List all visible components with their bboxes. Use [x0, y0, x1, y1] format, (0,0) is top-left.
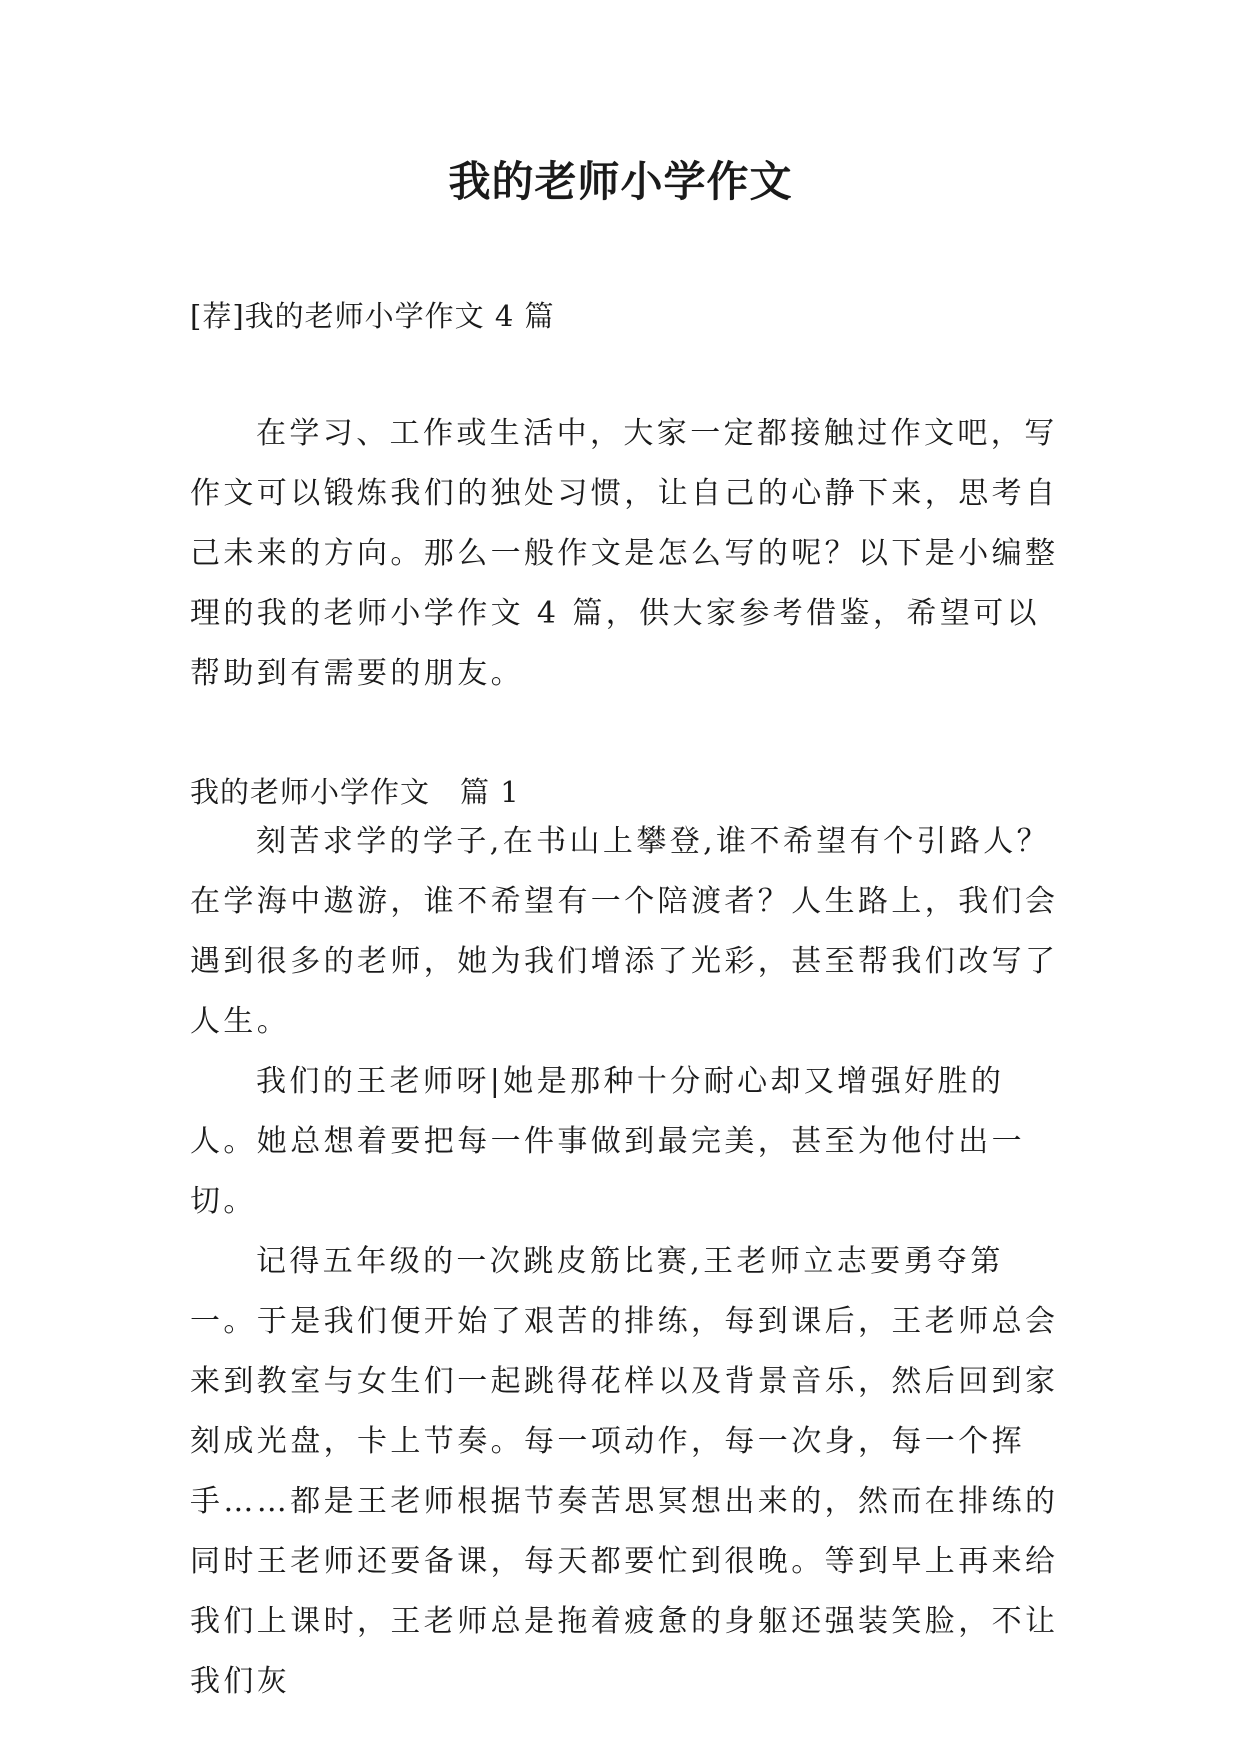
- section-heading: 我的老师小学作文 篇 1: [190, 775, 520, 809]
- essay-paragraph-3: 记得五年级的一次跳皮筋比赛,王老师立志要勇夺第一。于是我们便开始了艰苦的排练，每到课后，王老师总会来到教室与女生们一起跳得花样以及背景音乐，然后回到家刻成光盘，卡上节奏。每一项动作，每一次身，每一个挥手……都是王老师根据节奏苦思冥想出来的，然而在排练的同时王老师还要备课，每天都要忙到很晚。等到早上再来给我们上课时，王老师总是拖着疲惫的身躯还强装笑脸，不让我们灰: [190, 1244, 1059, 1699]
- document-subtitle: [荐]我的老师小学作文 4 篇: [190, 299, 555, 333]
- document-title: 我的老师小学作文: [448, 157, 793, 206]
- essay-body: [190, 812, 1060, 1712]
- intro-paragraph: 在学习、工作或生活中，大家一定都接触过作文吧，写作文可以锻炼我们的独处习惯，让自己的心静下来，思考自己未来的方向。那么一般作文是怎么写的呢？以下是小编整理的我的老师小学作文 4 篇，供大家参考借鉴，希望可以帮助到有需要的朋友。: [190, 416, 1059, 691]
- essay-paragraph-1: 刻苦求学的学子,在书山上攀登,谁不希望有个引路人？在学海中遨游，谁不希望有一个陪渡者？人生路上，我们会遇到很多的老师，她为我们增添了光彩，甚至帮我们改写了人生。: [190, 824, 1059, 1039]
- essay-paragraph-2: 我们的王老师呀|她是那种十分耐心却又增强好胜的人。她总想着要把每一件事做到最完美，甚至为他付出一切。: [190, 1064, 1025, 1219]
